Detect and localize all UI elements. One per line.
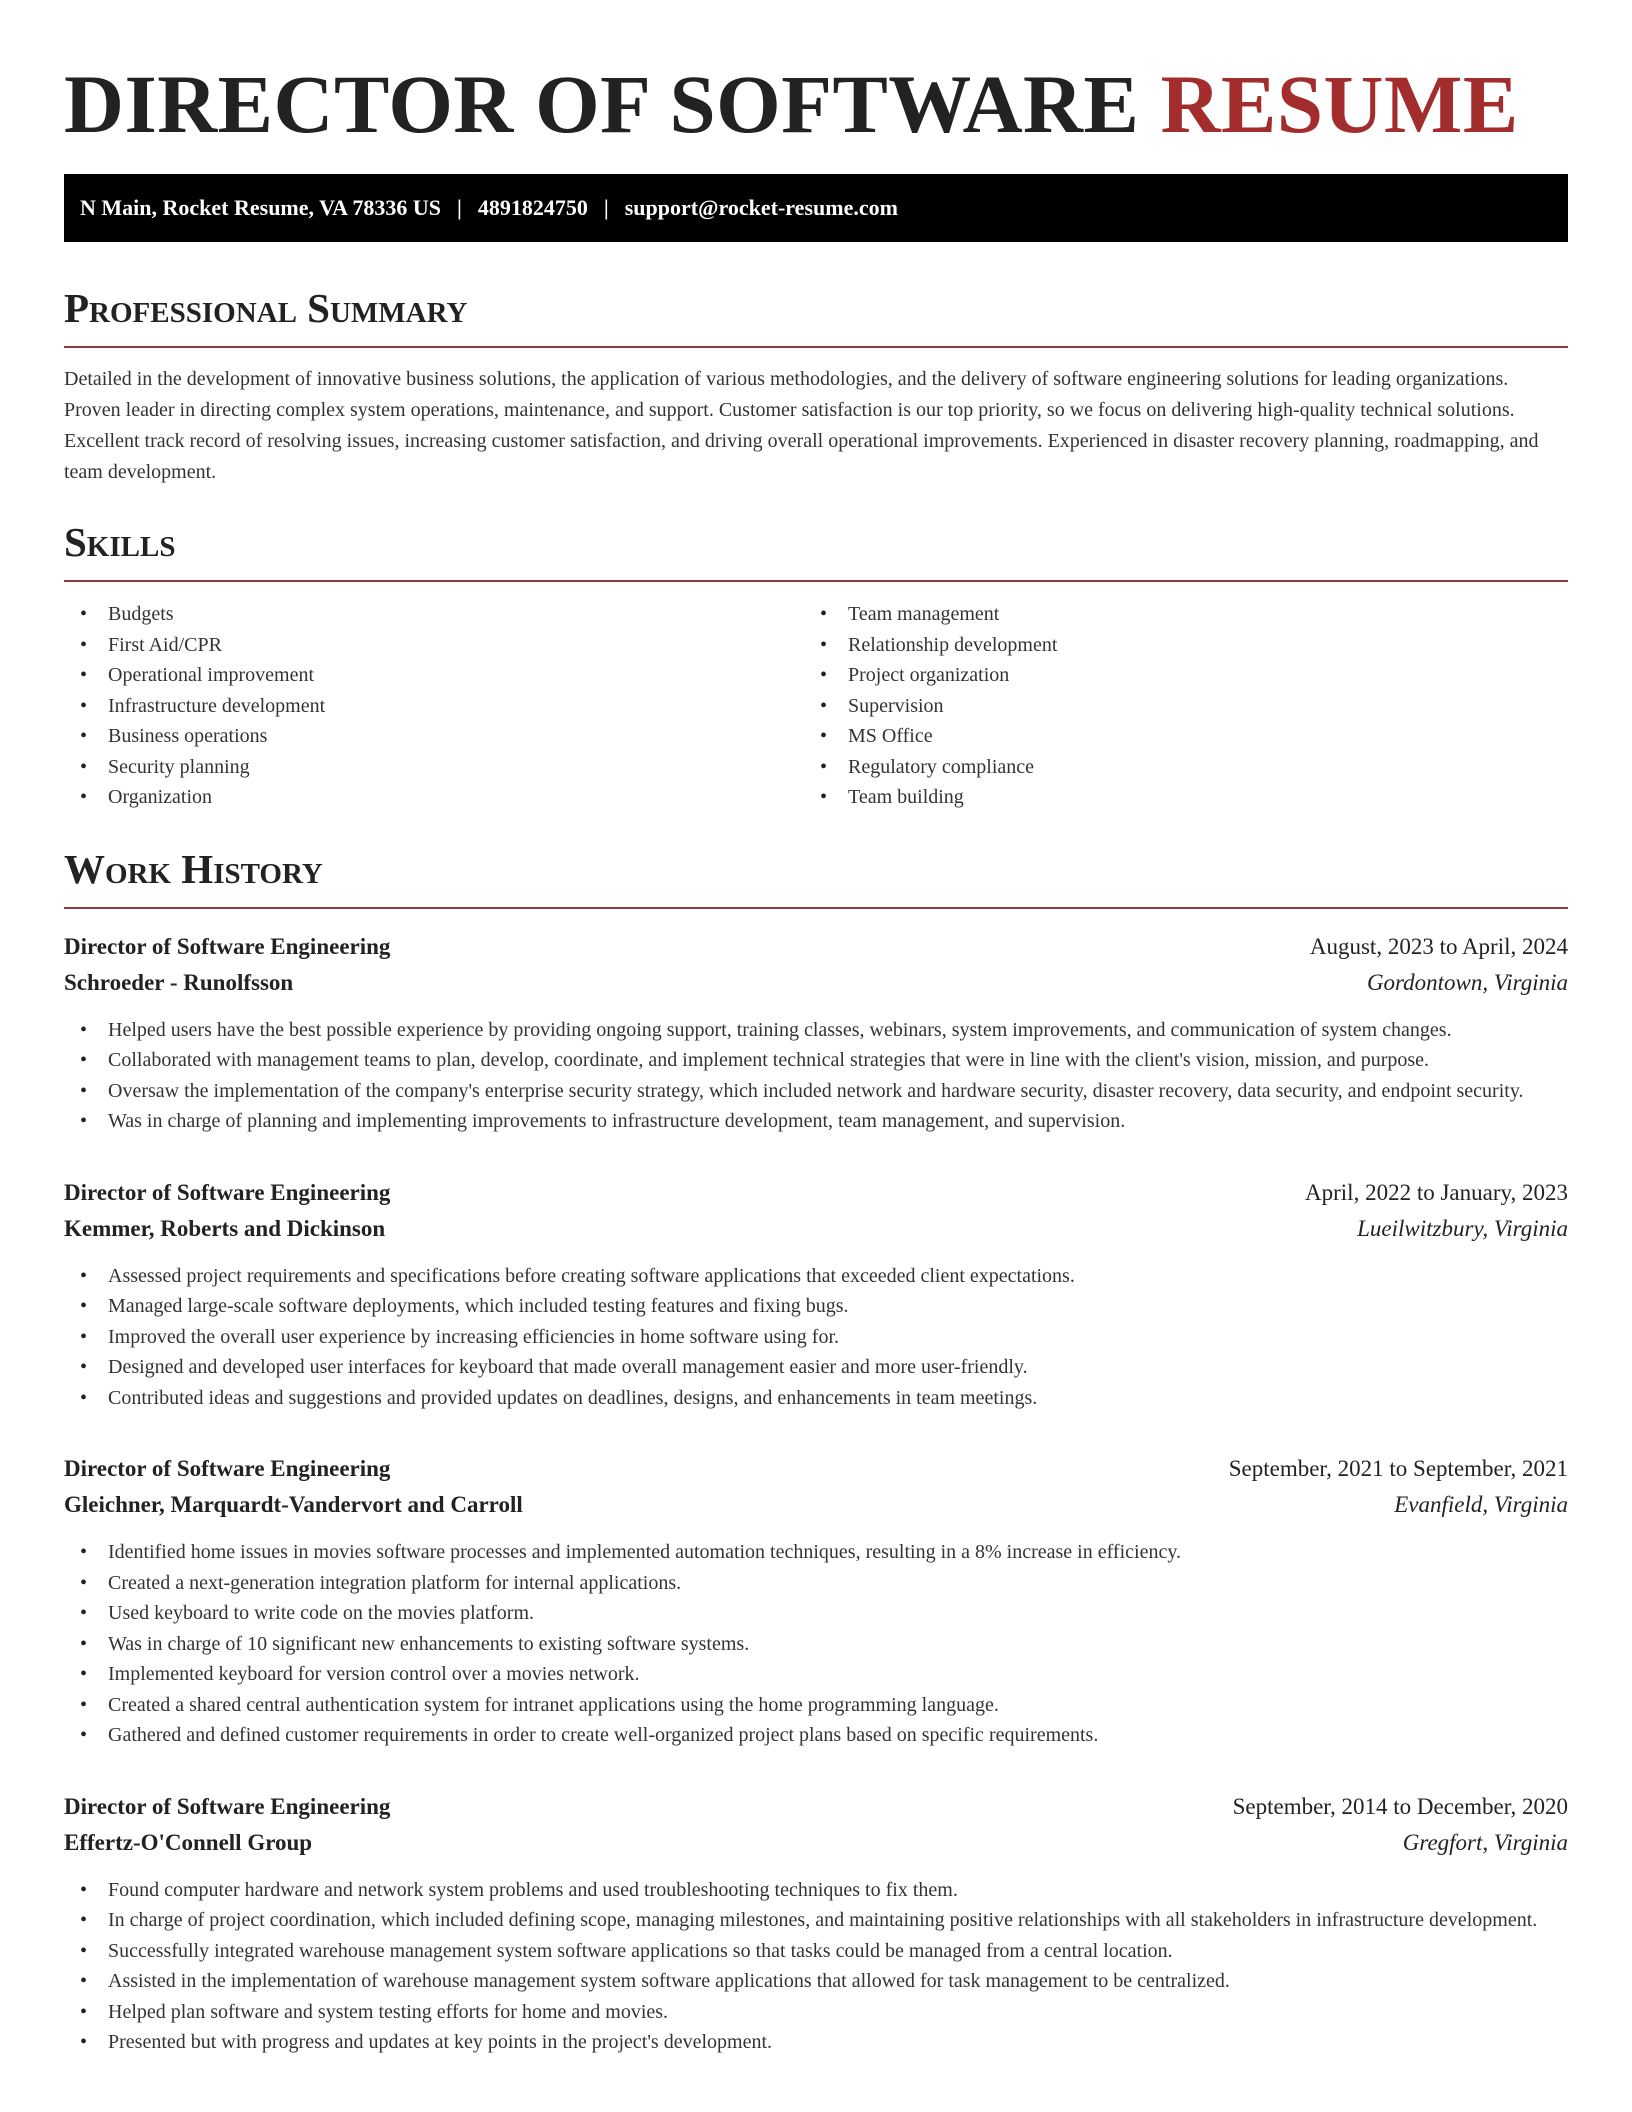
job-entry bbox=[64, 1175, 1568, 1414]
job-bullet: • Was in charge of planning and implementing improvements to infrastructure development, team management, and supervision. bbox=[64, 1106, 1568, 1137]
job-bullet: • Used keyboard to write code on the movies platform. bbox=[64, 1598, 1568, 1629]
job-entry bbox=[64, 1451, 1568, 1751]
job-company-row bbox=[64, 1825, 1568, 1861]
summary-heading: Professional Summary bbox=[64, 285, 468, 331]
skills-columns bbox=[64, 599, 1568, 813]
job-bullet: • Managed large-scale software deployments, which included testing features and fixing bugs. bbox=[64, 1291, 1568, 1322]
work-history-section bbox=[64, 843, 1568, 2058]
job-bullet: • Created a next-generation integration platform for internal applications. bbox=[64, 1568, 1568, 1599]
job-company: Schroeder - Runolfsson bbox=[64, 969, 294, 995]
skills-list-left bbox=[64, 599, 804, 813]
job-location: Gregfort, Virginia bbox=[1402, 1829, 1568, 1855]
job-bullets bbox=[64, 1875, 1568, 2058]
contact-bar bbox=[64, 174, 1568, 242]
contact-phone: 4891824750 bbox=[477, 195, 588, 220]
job-location: Gordontown, Virginia bbox=[1366, 969, 1568, 995]
skill-item: • Team building bbox=[804, 782, 1544, 813]
job-bullet: • In charge of project coordination, which included defining scope, managing milestones, and maintaining positive relationships with all stakeholders in infrastructure development. bbox=[64, 1905, 1568, 1936]
skill-item: • First Aid/CPR bbox=[64, 630, 804, 661]
skills-list-right bbox=[804, 599, 1544, 813]
job-title: Director of Software Engineering bbox=[64, 1456, 391, 1481]
job-bullet: • Presented but with progress and updates at key points in the project's development. bbox=[64, 2027, 1568, 2058]
job-bullet: • Implemented keyboard for version control over a movies network. bbox=[64, 1659, 1568, 1690]
contact-address: N Main, Rocket Resume, VA 78336 US bbox=[80, 195, 441, 220]
title-main: DIRECTOR OF SOFTWARE bbox=[64, 58, 1161, 150]
job-bullets bbox=[64, 1015, 1568, 1137]
job-bullets bbox=[64, 1261, 1568, 1414]
job-bullet: • Created a shared central authentication system for intranet applications using the home programming language. bbox=[64, 1690, 1568, 1721]
skill-item: • Budgets bbox=[64, 599, 804, 630]
job-title: Director of Software Engineering bbox=[64, 933, 391, 959]
job-location: Evanfield, Virginia bbox=[1394, 1492, 1568, 1517]
job-dates: September, 2021 to September, 2021 bbox=[1228, 1456, 1568, 1481]
job-bullet: • Gathered and defined customer requirements in order to create well-organized project plans based on specific requirements. bbox=[64, 1720, 1568, 1751]
job-bullet: • Contributed ideas and suggestions and provided updates on deadlines, designs, and enhancements in team meetings. bbox=[64, 1383, 1568, 1414]
job-entry bbox=[64, 1789, 1568, 2058]
job-company-row bbox=[64, 1487, 1568, 1523]
contact-separator: | bbox=[603, 195, 609, 220]
skill-item: • Supervision bbox=[804, 691, 1544, 722]
section-divider bbox=[64, 907, 1568, 909]
job-company-row bbox=[64, 965, 1568, 1001]
skill-item: • Operational improvement bbox=[64, 660, 804, 691]
skill-item: • Security planning bbox=[64, 752, 804, 783]
job-dates: April, 2022 to January, 2023 bbox=[1305, 1179, 1568, 1205]
job-company: Kemmer, Roberts and Dickinson bbox=[64, 1215, 386, 1241]
job-title: Director of Software Engineering bbox=[64, 1793, 391, 1819]
job-title: Director of Software Engineering bbox=[64, 1179, 391, 1205]
job-bullet: • Designed and developed user interfaces for keyboard that made overall management easier and more user-friendly. bbox=[64, 1352, 1568, 1383]
skill-item: • Relationship development bbox=[804, 630, 1544, 661]
job-bullet: • Improved the overall user experience by increasing efficiencies in home software using for. bbox=[64, 1322, 1568, 1353]
resume-page bbox=[64, 0, 1568, 2058]
job-dates: September, 2014 to December, 2020 bbox=[1232, 1793, 1568, 1819]
job-company: Effertz-O'Connell Group bbox=[64, 1829, 313, 1855]
job-bullets bbox=[64, 1537, 1568, 1751]
job-company-row bbox=[64, 1211, 1568, 1247]
job-bullet: • Collaborated with management teams to plan, develop, coordinate, and implement technical strategies that were in line with the client's vision, mission, and purpose. bbox=[64, 1045, 1568, 1076]
job-bullet: • Oversaw the implementation of the company's enterprise security strategy, which included network and hardware security, disaster recovery, data security, and endpoint security. bbox=[64, 1076, 1568, 1107]
section-divider bbox=[64, 580, 1568, 582]
skill-item: • Team management bbox=[804, 599, 1544, 630]
job-bullet: • Identified home issues in movies software processes and implemented automation techniques, resulting in a 8% increase in efficiency. bbox=[64, 1537, 1568, 1568]
job-bullet: • Helped users have the best possible experience by providing ongoing support, training classes, webinars, system improvements, and communication of system changes. bbox=[64, 1015, 1568, 1046]
job-entry bbox=[64, 929, 1568, 1137]
work-history-heading: Work History bbox=[64, 845, 323, 892]
job-header-row bbox=[64, 1789, 1568, 1825]
skill-item: • Project organization bbox=[804, 660, 1544, 691]
job-bullet: • Was in charge of 10 significant new enhancements to existing software systems. bbox=[64, 1629, 1568, 1660]
skills-section bbox=[64, 516, 1568, 813]
skill-item: • Infrastructure development bbox=[64, 691, 804, 722]
job-bullet: • Assessed project requirements and specifications before creating software applications that exceeded client expectations. bbox=[64, 1261, 1568, 1292]
skill-item: • MS Office bbox=[804, 721, 1544, 752]
contact-email: support@rocket-resume.com bbox=[624, 195, 898, 220]
skills-heading: Skills bbox=[64, 519, 176, 565]
summary-text: Detailed in the development of innovative business solutions, the application of various methodologies, and the delivery of software engineering solutions for leading organizations. Proven leader in directing complex system operations, maintenance, and support. Customer satisfaction is our top priority, so we focus on delivering high-quality technical solutions. Excellent track record of resolving issues, increasing customer satisfaction, and driving overall operational improvements. Experienced in disaster recovery planning, roadmapping, and team development. bbox=[64, 368, 1539, 483]
section-divider bbox=[64, 346, 1568, 348]
summary-section bbox=[64, 282, 1568, 488]
title-accent: RESUME bbox=[1160, 58, 1519, 150]
job-dates: August, 2023 to April, 2024 bbox=[1309, 933, 1568, 959]
skill-item: • Business operations bbox=[64, 721, 804, 752]
job-location: Lueilwitzbury, Virginia bbox=[1357, 1215, 1568, 1241]
job-company: Gleichner, Marquardt-Vandervort and Carroll bbox=[64, 1492, 523, 1517]
skill-item: • Regulatory compliance bbox=[804, 752, 1544, 783]
job-bullet: • Helped plan software and system testing efforts for home and movies. bbox=[64, 1997, 1568, 2028]
job-bullet: • Found computer hardware and network system problems and used troubleshooting techniques to fix them. bbox=[64, 1875, 1568, 1906]
job-bullet: • Successfully integrated warehouse management system software applications so that tasks could be managed from a central location. bbox=[64, 1936, 1568, 1967]
job-header-row bbox=[64, 929, 1568, 965]
resume-title bbox=[64, 58, 1568, 150]
job-header-row bbox=[64, 1175, 1568, 1211]
job-header-row bbox=[64, 1451, 1568, 1487]
skill-item: • Organization bbox=[64, 782, 804, 813]
contact-separator: | bbox=[456, 195, 462, 220]
job-bullet: • Assisted in the implementation of warehouse management system software applications that allowed for task management to be centralized. bbox=[64, 1966, 1568, 1997]
